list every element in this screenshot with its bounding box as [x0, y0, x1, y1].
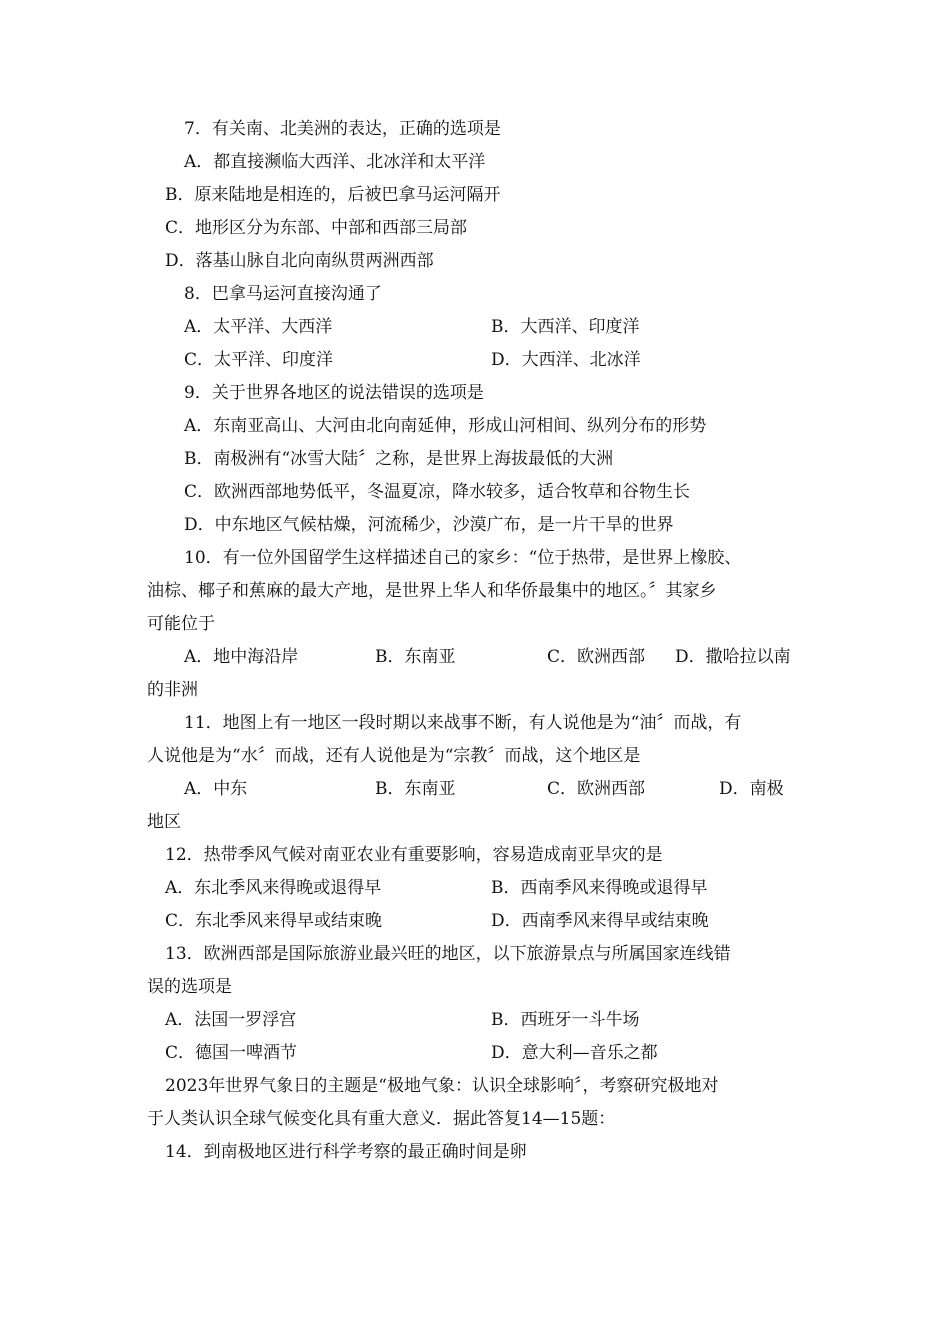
q9-option-a: A．东南亚高山、大河由北向南延伸，形成山河相间、纵列分布的形势: [184, 416, 707, 436]
q8-stem: 8．巴拿马运河直接沟通了: [184, 284, 382, 304]
q13-stem-line1: 13．欧洲西部是国际旅游业最兴旺的地区，以下旅游景点与所属国家连线错: [165, 944, 731, 964]
q8-option-c: C．太平洋、印度洋: [184, 350, 334, 370]
q9-stem: 9．关于世界各地区的说法错误的选项是: [184, 383, 484, 403]
q10-option-a: A．地中海沿岸: [184, 647, 299, 667]
q9-option-b: B．南极洲有“冰雪大陆〞之称，是世界上海拔最低的大洲: [184, 449, 614, 469]
intro-line2: 于人类认识全球气候变化具有重大意义．据此答复14—15题：: [147, 1109, 616, 1129]
q12-option-a: A．东北季风来得晚或退得早: [165, 878, 382, 898]
q13-option-d: D．意大利—音乐之都: [491, 1043, 658, 1063]
q10-option-d: D．撒哈拉以南: [675, 647, 791, 667]
q10-stem-line1: 10．有一位外国留学生这样描述自己的家乡：“位于热带，是世界上橡胶、: [184, 548, 742, 568]
q7-option-b: B．原来陆地是相连的，后被巴拿马运河隔开: [165, 185, 501, 205]
q12-option-c: C．东北季风来得早或结束晚: [165, 911, 383, 931]
q8-option-d: D．大西洋、北冰洋: [491, 350, 641, 370]
q7-option-c: C．地形区分为东部、中部和西部三局部: [165, 218, 468, 238]
intro-line1: 2023年世界气象日的主题是“极地气象：认识全球影响〞，考察研究极地对: [165, 1076, 719, 1096]
q11-stem-line1: 11．地图上有一地区一段时期以来战事不断，有人说他是为“油〞而战，有: [184, 713, 742, 733]
q12-option-d: D．西南季风来得早或结束晚: [491, 911, 709, 931]
q11-option-c: C．欧洲西部: [547, 779, 646, 799]
q8-option-b: B．大西洋、印度洋: [491, 317, 640, 337]
q13-option-b: B．西班牙一斗牛场: [491, 1010, 640, 1030]
q10-stem-line2: 油棕、椰子和蕉麻的最大产地，是世界上华人和华侨最集中的地区。〞其家乡: [147, 581, 717, 601]
q13-option-a: A．法国一罗浮宫: [165, 1010, 297, 1030]
q12-option-b: B．西南季风来得晚或退得早: [491, 878, 708, 898]
q11-option-b: B．东南亚: [375, 779, 456, 799]
q13-stem-line2: 误的选项是: [147, 977, 232, 997]
q12-stem: 12．热带季风气候对南亚农业有重要影响，容易造成南亚旱灾的是: [165, 845, 663, 865]
q9-option-c: C．欧洲西部地势低平，冬温夏凉，降水较多，适合牧草和谷物生长: [184, 482, 691, 502]
q11-stem-line2: 人说他是为“水〞而战，还有人说他是为“宗教〞而战，这个地区是: [147, 746, 641, 766]
q10-option-d-continued: 的非洲: [147, 680, 198, 700]
q7-option-a: A．都直接濒临大西洋、北冰洋和太平洋: [184, 152, 486, 172]
q10-option-b: B．东南亚: [375, 647, 456, 667]
q13-option-c: C．德国一啤酒节: [165, 1043, 298, 1063]
q11-option-d-continued: 地区: [147, 812, 181, 832]
q7-stem: 7．有关南、北美洲的表达，正确的选项是: [184, 119, 501, 139]
q7-option-d: D．落基山脉自北向南纵贯两洲西部: [165, 251, 434, 271]
q8-option-a: A．太平洋、大西洋: [184, 317, 333, 337]
q14-stem: 14．到南极地区进行科学考察的最正确时间是卵: [165, 1142, 527, 1162]
q11-option-a: A．中东: [184, 779, 248, 799]
q11-option-d: D．南极: [719, 779, 784, 799]
q9-option-d: D．中东地区气候枯燥，河流稀少，沙漠广布，是一片干旱的世界: [184, 515, 674, 535]
q10-stem-line3: 可能位于: [147, 614, 215, 634]
q10-option-c: C．欧洲西部: [547, 647, 646, 667]
